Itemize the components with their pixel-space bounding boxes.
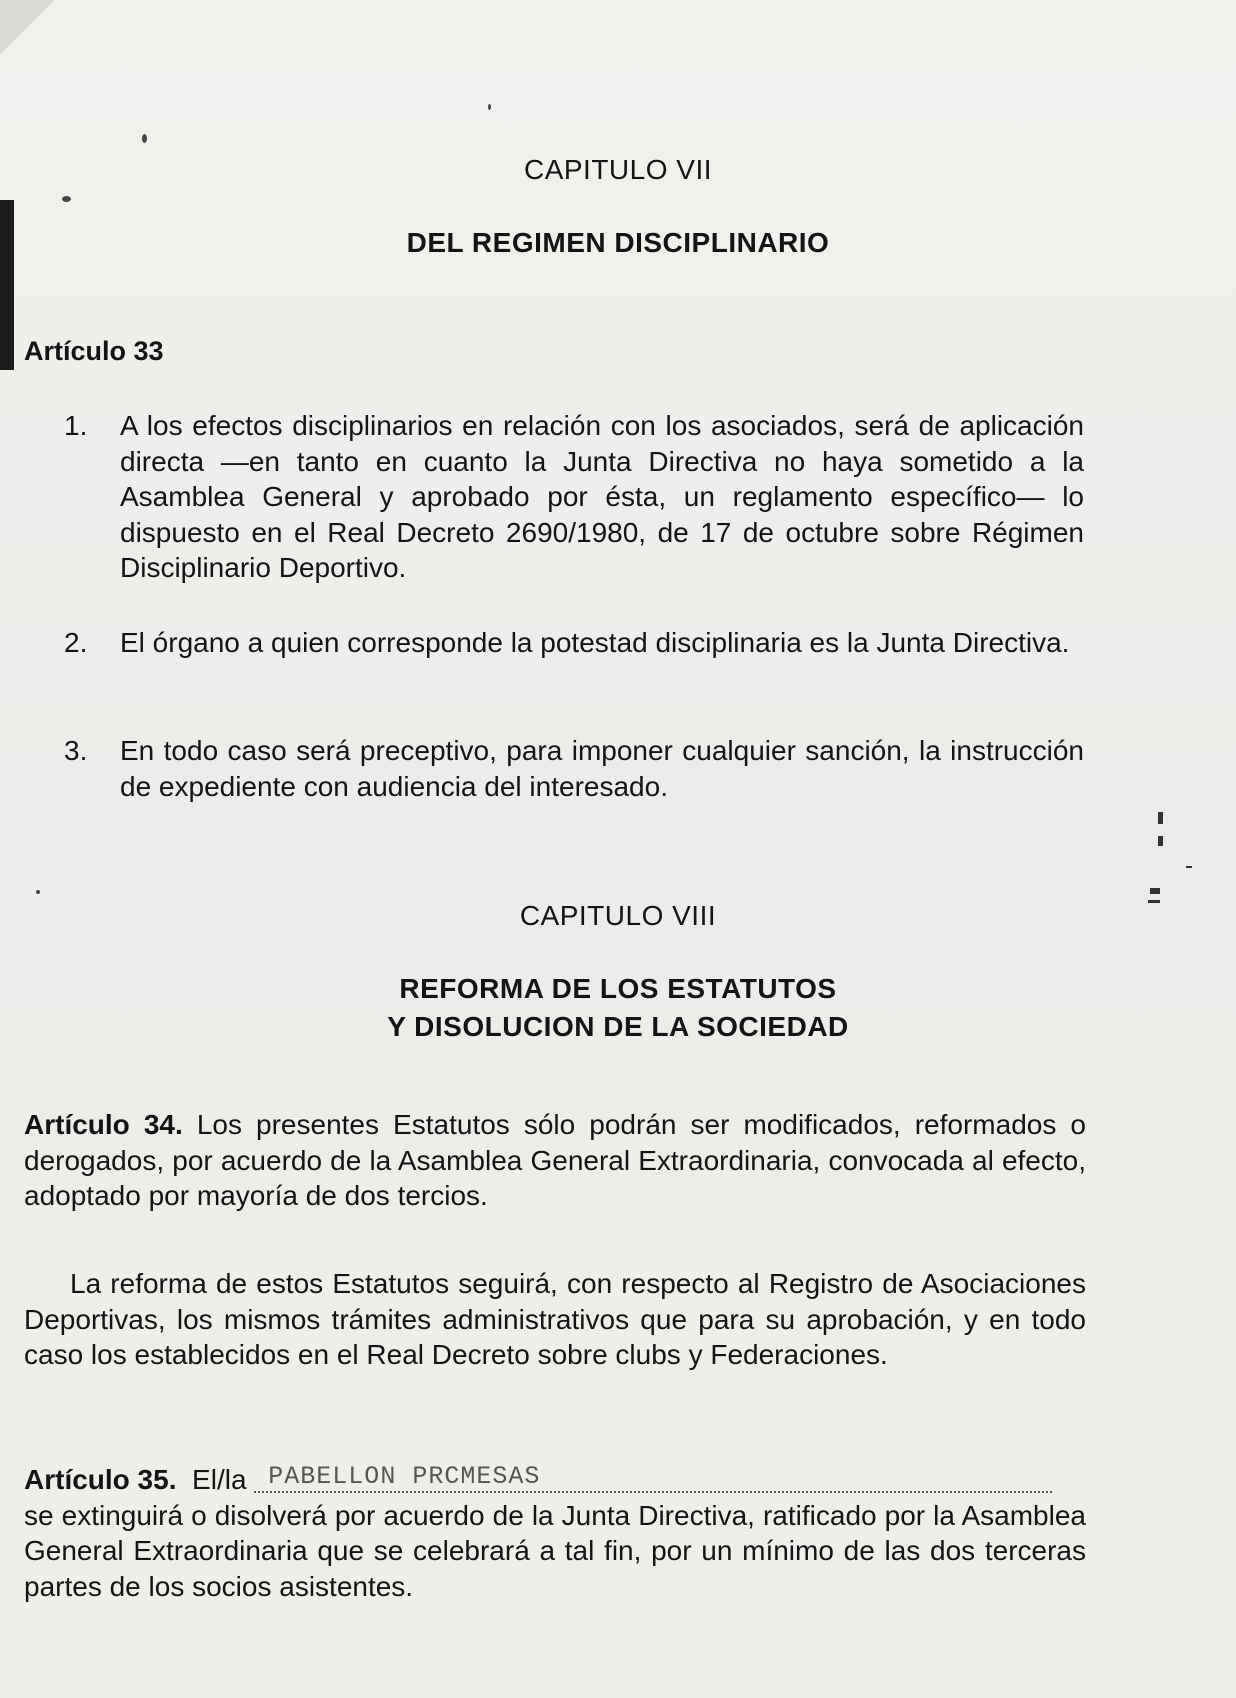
scan-speck [36, 890, 40, 894]
item-number: 1. [64, 410, 88, 441]
article-35-text: se extinguirá o disolverá por acuerdo de la Junta Directiva, ratificado por la Asamblea General Extraordinaria que se celebrará a tal fin, por un mínimo de las dos terceras partes de los socios asistentes. [24, 1499, 1086, 1602]
item-number: 2. [64, 627, 88, 658]
article-33-item [64, 733, 1084, 804]
scan-speck [1158, 812, 1163, 824]
scan-speck [488, 104, 491, 110]
chapter-8-label: CAPITULO VIII [519, 900, 717, 931]
chapter-7-title: DEL REGIMEN DISCIPLINARIO [406, 227, 830, 258]
scan-speck [1186, 866, 1192, 868]
item-number: 3. [64, 735, 88, 766]
chapter-7-label: CAPITULO VII [523, 154, 713, 185]
chapter-8-title-line-2: Y DISOLUCION DE LA SOCIEDAD [387, 1011, 849, 1042]
scan-speck [62, 196, 71, 202]
item-text: A los efectos disciplinarios en relación con los asociados, será de aplicación directa —en tanto en cuanto la Junta Directiva no haya sometido a la Asamblea General y aprobado por ésta, un reglamento específico— lo dispuesto en el Real Decreto 2690/1980, de 17 de octubre sobre Régimen Disciplinario Deportivo. [120, 410, 1084, 583]
item-text: En todo caso será preceptivo, para imponer cualquier sanción, la instrucción de expediente con audiencia del interesado. [120, 735, 1084, 802]
article-34-paragraph-2: La reforma de estos Estatutos seguirá, con respecto al Registro de Asociaciones Deportivas, los mismos trámites administrativos que para su aprobación, y en todo caso los establecidos en el Real Decreto sobre clubs y Federaciones. [24, 1268, 1086, 1370]
scan-speck [1150, 888, 1160, 894]
folded-corner [0, 0, 60, 60]
item-text: El órgano a quien corresponde la potestad disciplinaria es la Junta Directiva. [120, 627, 1070, 658]
article-35-prefix: El/la [192, 1464, 247, 1495]
article-33-item [64, 408, 1084, 586]
scan-speck [1158, 836, 1163, 846]
association-name-field [254, 1461, 1052, 1493]
article-34-label: Artículo 34. [24, 1109, 183, 1140]
article-35-label: Artículo 35. [24, 1464, 177, 1495]
article-34-text: Los presentes Estatutos sólo podrán ser modificados, reformados o derogados, por acuerdo de la Asamblea General Extraordinaria, convocada al efecto, adoptado por mayoría de dos tercios. [24, 1109, 1086, 1211]
article-34-paragraph [24, 1107, 1086, 1214]
typed-association-name: PABELLON PRCMESAS [268, 1462, 541, 1491]
article-35-paragraph [24, 1461, 1086, 1604]
scan-speck [142, 134, 147, 143]
chapter-8-title-line-1: REFORMA DE LOS ESTATUTOS [399, 973, 837, 1004]
article-33-label: Artículo 33 [24, 336, 164, 366]
article-33-item [64, 625, 1084, 661]
